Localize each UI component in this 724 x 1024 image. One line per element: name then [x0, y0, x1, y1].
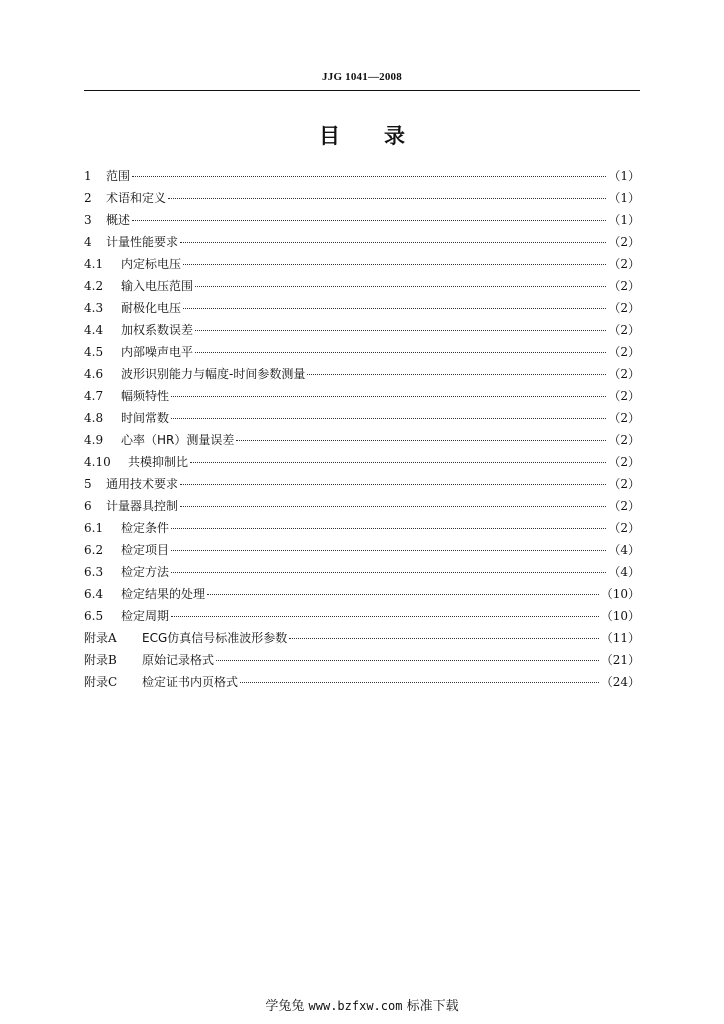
toc-entry[interactable]	[84, 431, 640, 453]
toc-dot-leader	[183, 255, 606, 265]
toc-dot-leader	[216, 651, 599, 661]
toc-entry-page: （2）	[608, 367, 640, 381]
toc-entry-title: 检定证书内页格式	[142, 675, 239, 689]
toc-entry-page: （10）	[600, 587, 640, 601]
toc-entry-number: 6.3	[84, 565, 104, 579]
toc-entry-number: 4.5	[84, 345, 104, 359]
page-title-char-1: 目	[319, 124, 340, 148]
toc-entry-number: 附录C	[84, 675, 118, 689]
toc-dot-leader	[207, 585, 599, 595]
toc-entry-page: （2）	[608, 389, 640, 403]
toc-entry[interactable]	[84, 541, 640, 563]
toc-entry-page: （2）	[608, 301, 640, 315]
toc-entry-page: （2）	[608, 455, 640, 469]
toc-entry[interactable]	[84, 365, 640, 387]
toc-entry-number: 4	[84, 235, 92, 249]
toc-entry-number: 6	[84, 499, 92, 513]
toc-entry[interactable]	[84, 673, 640, 695]
toc-dot-leader	[171, 541, 606, 551]
toc-entry-number: 6.1	[84, 521, 104, 535]
toc-entry[interactable]	[84, 607, 640, 629]
table-of-contents	[84, 167, 640, 695]
toc-dot-leader	[171, 519, 606, 529]
toc-entry[interactable]	[84, 629, 640, 651]
footer-url[interactable]: www.bzfxw.com	[308, 999, 403, 1013]
toc-entry[interactable]	[84, 453, 640, 475]
toc-dot-leader	[240, 673, 599, 683]
toc-dot-leader	[307, 365, 606, 375]
toc-entry-title: 原始记录格式	[142, 653, 215, 667]
toc-entry-title: 计量器具控制	[106, 499, 179, 513]
toc-entry-number: 5	[84, 477, 92, 491]
toc-entry-number: 6.4	[84, 587, 104, 601]
toc-entry-page: （2）	[608, 411, 640, 425]
toc-entry-page: （2）	[608, 345, 640, 359]
toc-entry-page: （2）	[608, 279, 640, 293]
toc-entry[interactable]	[84, 475, 640, 497]
toc-dot-leader	[180, 233, 606, 243]
toc-entry-title: 内部噪声电平	[121, 345, 194, 359]
toc-dot-leader	[195, 277, 606, 287]
toc-entry-number: 4.6	[84, 367, 104, 381]
toc-dot-leader	[195, 343, 606, 353]
toc-entry-number: 6.5	[84, 609, 104, 623]
toc-entry-title: 时间常数	[121, 411, 170, 425]
toc-entry-title: 幅频特性	[121, 389, 170, 403]
toc-entry[interactable]	[84, 233, 640, 255]
toc-entry-title: ECG仿真信号标准波形参数	[142, 631, 288, 645]
toc-entry[interactable]	[84, 651, 640, 673]
toc-dot-leader	[180, 497, 606, 507]
toc-entry-number: 4.4	[84, 323, 104, 337]
toc-dot-leader	[171, 607, 599, 617]
toc-dot-leader	[171, 387, 606, 397]
toc-entry[interactable]	[84, 211, 640, 233]
toc-entry-page: （4）	[608, 543, 640, 557]
toc-entry-title: 检定结果的处理	[121, 587, 206, 601]
toc-entry-title: 共模抑制比	[128, 455, 189, 469]
toc-entry-title: 范围	[106, 169, 131, 183]
toc-entry-title: 术语和定义	[106, 191, 167, 205]
page-title	[84, 120, 640, 150]
toc-dot-leader	[289, 629, 598, 639]
toc-entry-page: （24）	[600, 675, 640, 689]
toc-entry[interactable]	[84, 563, 640, 585]
toc-entry-number: 6.2	[84, 543, 104, 557]
footer-tagline: 标准下载	[406, 999, 459, 1014]
toc-entry[interactable]	[84, 167, 640, 189]
toc-entry-page: （1）	[608, 169, 640, 183]
toc-entry-page: （2）	[608, 477, 640, 491]
footer-watermark	[0, 995, 724, 1014]
toc-entry-page: （4）	[608, 565, 640, 579]
toc-entry-page: （1）	[608, 191, 640, 205]
toc-entry-number: 4.8	[84, 411, 104, 425]
toc-dot-leader	[132, 211, 606, 221]
toc-entry[interactable]	[84, 519, 640, 541]
toc-entry[interactable]	[84, 343, 640, 365]
toc-entry-title: 加权系数误差	[121, 323, 194, 337]
toc-entry-title: 通用技术要求	[106, 477, 179, 491]
page-title-char-2: 录	[384, 124, 405, 148]
toc-entry-page: （11）	[600, 631, 640, 645]
toc-entry[interactable]	[84, 255, 640, 277]
toc-entry-title: 检定条件	[121, 521, 170, 535]
toc-entry[interactable]	[84, 585, 640, 607]
footer-site-name: 学兔兔	[265, 999, 305, 1014]
toc-dot-leader	[180, 475, 606, 485]
toc-entry-title: 检定周期	[121, 609, 170, 623]
toc-entry-number: 附录B	[84, 653, 117, 667]
toc-entry[interactable]	[84, 497, 640, 519]
toc-entry-number: 2	[84, 191, 92, 205]
toc-entry-title: 输入电压范围	[121, 279, 194, 293]
toc-entry-page: （2）	[608, 499, 640, 513]
toc-dot-leader	[168, 189, 606, 199]
toc-entry[interactable]	[84, 409, 640, 431]
toc-entry-number: 4.10	[84, 455, 111, 469]
toc-entry-title: 概述	[106, 213, 131, 227]
toc-entry[interactable]	[84, 277, 640, 299]
toc-entry-number: 4.3	[84, 301, 104, 315]
toc-entry-title: 计量性能要求	[106, 235, 179, 249]
toc-entry-title: 检定项目	[121, 543, 170, 557]
toc-entry[interactable]	[84, 321, 640, 343]
toc-entry[interactable]	[84, 387, 640, 409]
toc-dot-leader	[195, 321, 606, 331]
toc-dot-leader	[171, 409, 606, 419]
toc-entry-page: （2）	[608, 323, 640, 337]
toc-dot-leader	[132, 167, 606, 177]
toc-entry[interactable]	[84, 299, 640, 321]
toc-entry-page: （2）	[608, 521, 640, 535]
toc-dot-leader	[171, 563, 606, 573]
toc-entry-page: （10）	[600, 609, 640, 623]
toc-entry-page: （2）	[608, 235, 640, 249]
toc-entry-number: 4.1	[84, 257, 104, 271]
toc-entry[interactable]	[84, 189, 640, 211]
toc-dot-leader	[183, 299, 606, 309]
toc-dot-leader	[190, 453, 606, 463]
toc-entry-page: （2）	[608, 433, 640, 447]
toc-entry-page: （21）	[600, 653, 640, 667]
standard-code-header: JJG 1041—2008	[322, 71, 402, 83]
toc-entry-page: （1）	[608, 213, 640, 227]
toc-entry-page: （2）	[608, 257, 640, 271]
toc-entry-title: 心率（HR）测量误差	[121, 433, 235, 447]
toc-entry-title: 检定方法	[121, 565, 170, 579]
header-divider	[84, 90, 640, 91]
toc-entry-title: 耐极化电压	[121, 301, 182, 315]
toc-entry-number: 1	[84, 169, 92, 183]
toc-entry-number: 4.7	[84, 389, 104, 403]
toc-entry-number: 4.2	[84, 279, 104, 293]
toc-entry-number: 4.9	[84, 433, 104, 447]
toc-entry-title: 波形识别能力与幅度-时间参数测量	[121, 367, 306, 381]
toc-entry-number: 3	[84, 213, 92, 227]
toc-entry-number: 附录A	[84, 631, 117, 645]
toc-entry-title: 内定标电压	[121, 257, 182, 271]
toc-dot-leader	[236, 431, 606, 441]
